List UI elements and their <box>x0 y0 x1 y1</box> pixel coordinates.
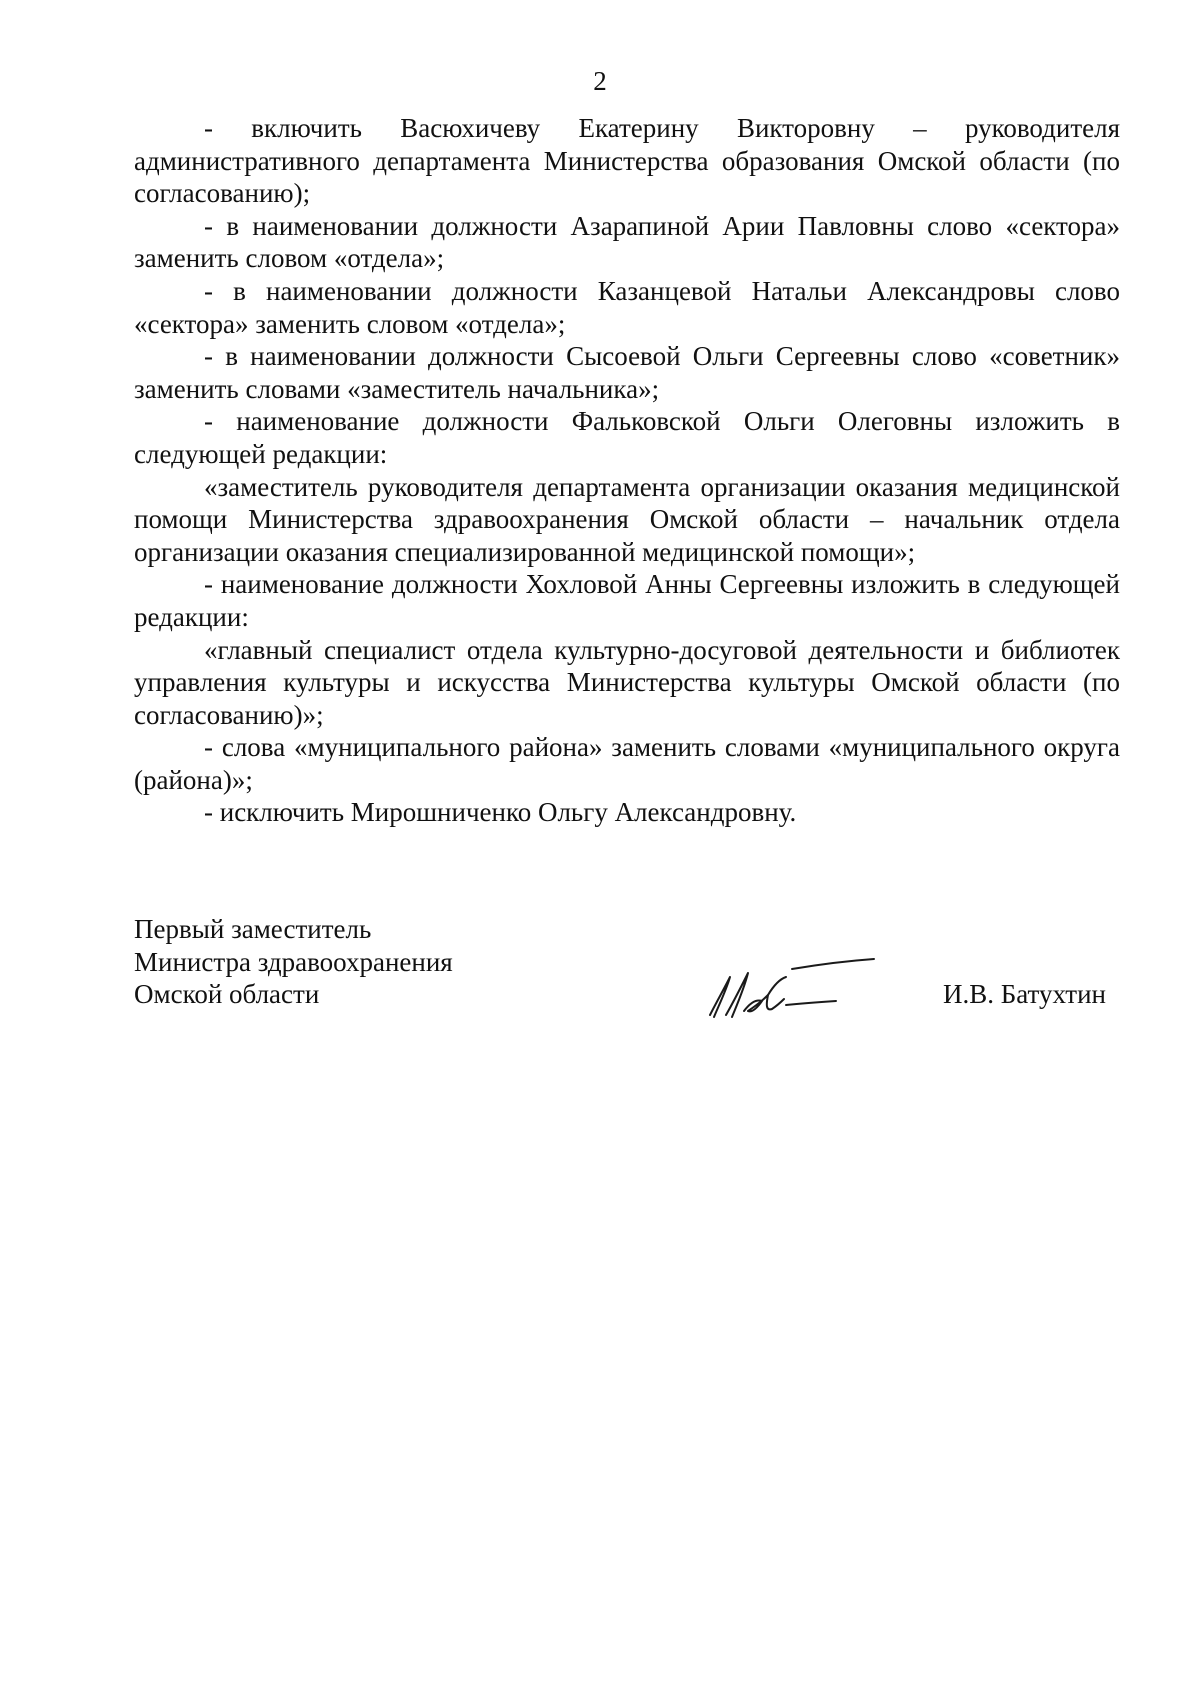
signatory-title-line: Министра здравоохранения <box>134 946 453 977</box>
handwritten-signature <box>696 955 886 1025</box>
paragraph: - в наименовании должности Азарапиной Арии Павловны слово «сектора» заменить словом «отдела»; <box>134 210 1120 274</box>
paragraph: - в наименовании должности Казанцевой Натальи Александровы слово «сектора» заменить словом «отдела»; <box>134 275 1120 339</box>
signatory-title-line: Первый заместитель <box>134 914 372 944</box>
paragraph: - включить Васюхичеву Екатерину Викторовну – руководителя административного департамента Министерства образования Омской области (по согласованию); <box>134 113 1120 209</box>
signature-block <box>134 913 1120 1023</box>
signatory-title-line: Омской области <box>134 979 320 1010</box>
paragraph: «заместитель руководителя департамента организации оказания медицинской помощи Министерства здравоохранения Омской области – начальник отдела организации оказания специализированной медицинской помощи»; <box>134 471 1120 567</box>
document-body <box>134 112 1120 829</box>
signatory-title <box>134 913 453 1011</box>
paragraph: - в наименовании должности Сысоевой Ольги Сергеевны слово «советник» заменить словами «заместитель начальника»; <box>134 341 1120 404</box>
paragraph: - наименование должности Хохловой Анны Сергеевны изложить в следующей редакции: <box>134 569 1120 632</box>
paragraph: - исключить Мирошниченко Ольгу Александровну. <box>204 797 797 828</box>
paragraph: «главный специалист отдела культурно-досуговой деятельности и библиотек управления культуры и искусства Министерства культуры Омской области (по согласованию)»; <box>134 634 1120 730</box>
signatory-name: И.В. Батухтин <box>942 979 1106 1009</box>
paragraph: - наименование должности Фальковской Ольги Олеговны изложить в следующей редакции: <box>134 406 1120 469</box>
paragraph: - слова «муниципального района» заменить словами «муниципального округа (района)»; <box>134 732 1120 795</box>
page-number: 2 <box>593 66 607 96</box>
